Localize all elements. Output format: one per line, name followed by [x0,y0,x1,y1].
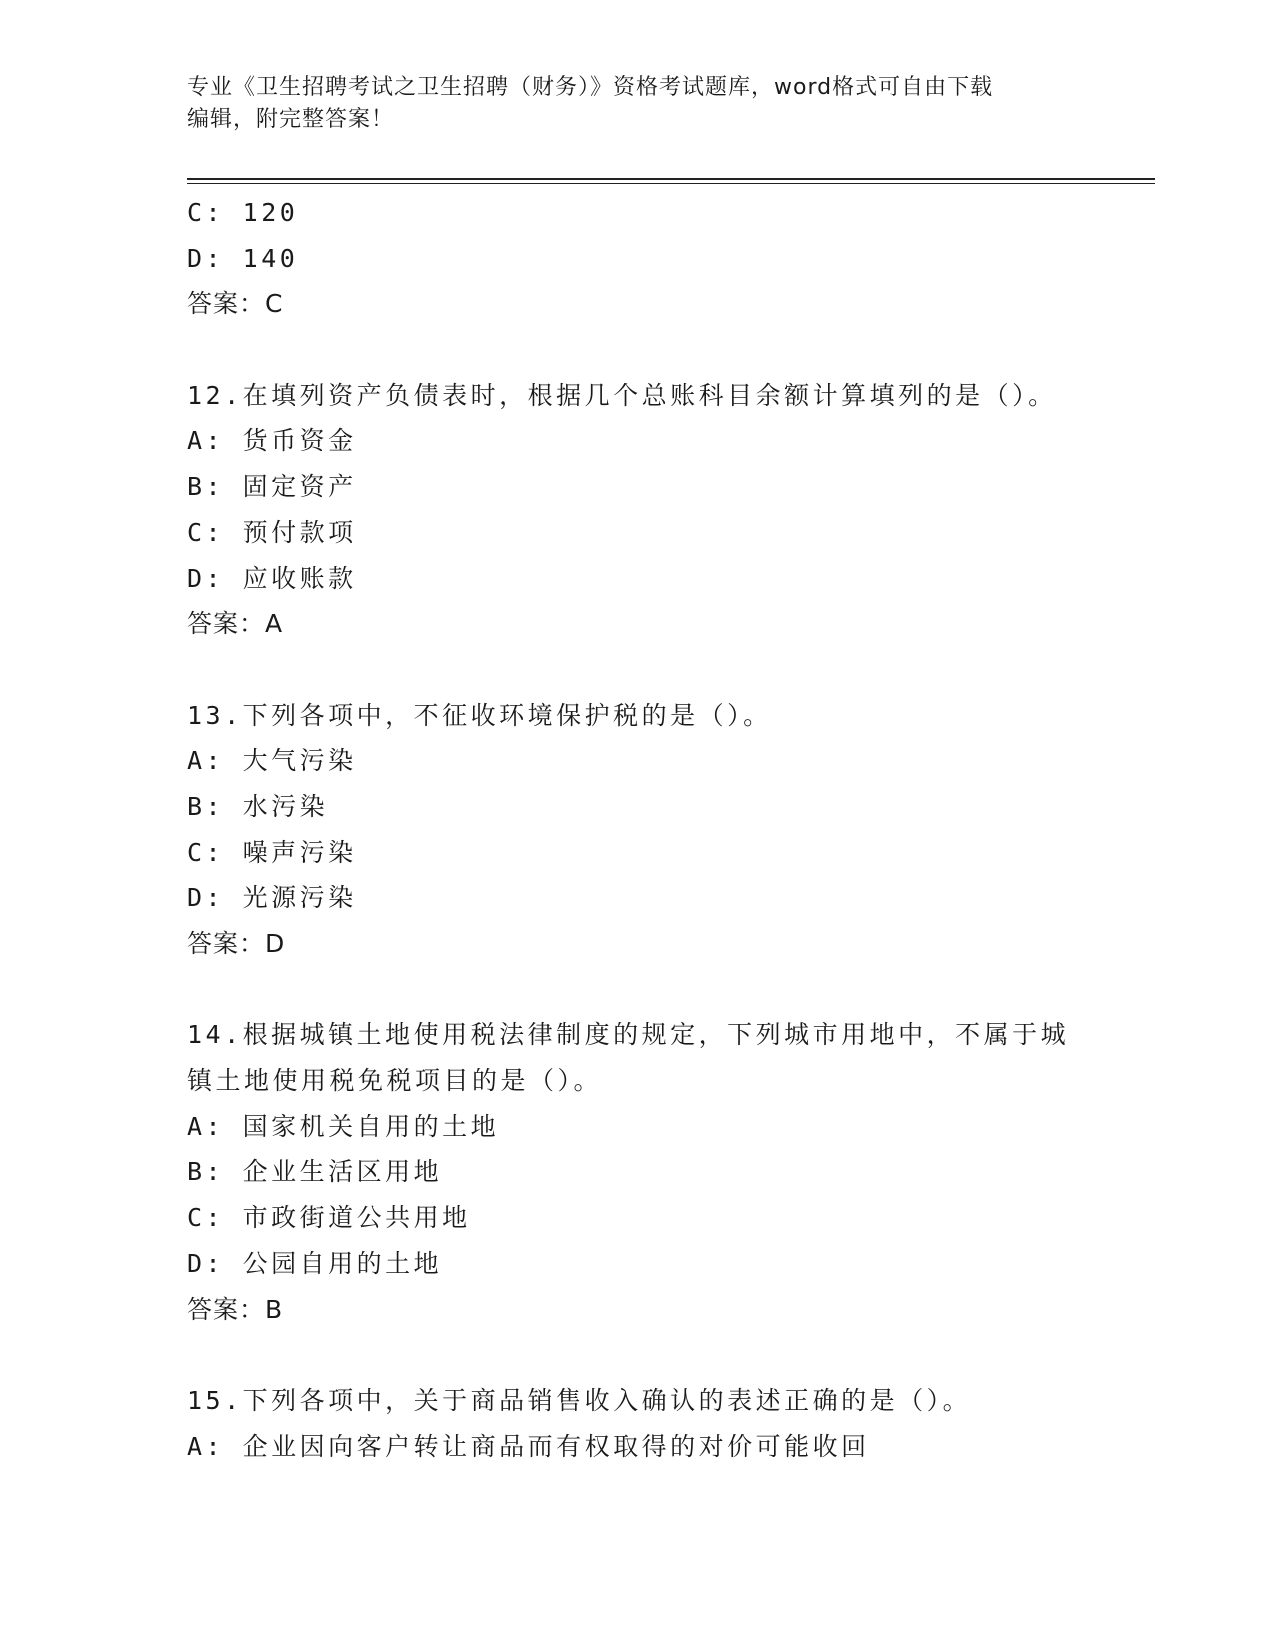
text-line: 镇土地使用税免税项目的是（）。 [187,1066,603,1096]
question-list [187,190,1087,1469]
text-line: 15.下列各项中，关于商品销售收入确认的表述正确的是（）。 [187,1385,972,1415]
header-divider-thick [187,178,1155,180]
text-line: 13.下列各项中，不征收环境保护税的是（）。 [187,700,772,730]
text-line: D: 光源污染 [187,883,357,913]
text-line: B: 固定资产 [187,472,357,502]
text-line: A: 货币资金 [187,426,357,456]
spacer [187,1332,1087,1378]
text-line: C: 噪声污染 [187,837,357,867]
text-line: A: 企业因向客户转让商品而有权取得的对价可能收回 [187,1431,870,1461]
spacer [187,647,1087,693]
document-header [187,72,1087,136]
header-line-1: 专业《卫生招聘考试之卫生招聘（财务）》资格考试题库，word格式可自由下载 [187,75,994,100]
text-line: D: 公园自用的土地 [187,1248,443,1278]
header-line-2: 编辑，附完整答案！ [187,107,395,132]
answer-line: 答案：B [187,1294,284,1324]
text-line: B: 企业生活区用地 [187,1157,443,1187]
text-line: 14.根据城镇土地使用税法律制度的规定，下列城市用地中，不属于城 [187,1020,1070,1050]
spacer [187,967,1087,1013]
answer-line: 答案：C [187,289,284,319]
text-line: C: 预付款项 [187,517,357,547]
text-line: A: 国家机关自用的土地 [187,1111,500,1141]
spacer [187,327,1087,373]
header-divider-thin [187,183,1155,184]
text-line: C: 120 [187,198,299,227]
text-line: C: 市政街道公共用地 [187,1203,471,1233]
text-line: A: 大气污染 [187,746,357,776]
answer-line: 答案：A [187,609,284,639]
text-line: D: 140 [187,243,299,273]
text-line: B: 水污染 [187,791,329,821]
text-line: D: 应收账款 [187,563,357,593]
text-line: 12.在填列资产负债表时，根据几个总账科目余额计算填列的是（）。 [187,380,1057,410]
answer-line: 答案：D [187,929,286,958]
